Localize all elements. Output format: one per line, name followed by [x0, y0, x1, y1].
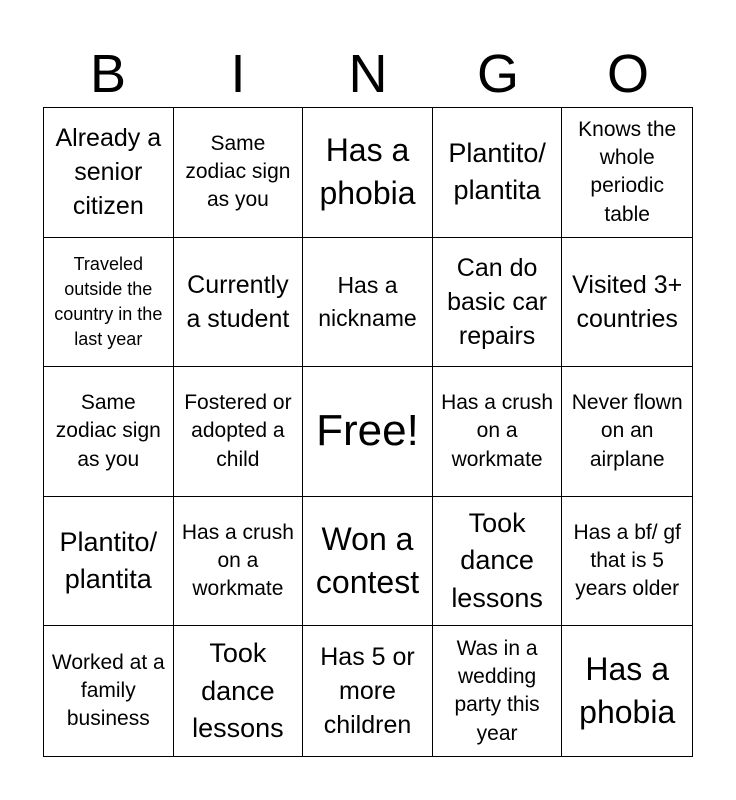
bingo-cell-r5c2[interactable] — [174, 626, 304, 756]
bingo-grid — [43, 107, 693, 757]
cell-label: Has a nickname — [318, 271, 417, 331]
bingo-cell-r3c1[interactable] — [44, 367, 174, 497]
bingo-cell-r5c4[interactable] — [433, 626, 563, 756]
bingo-cell-r4c1[interactable] — [44, 497, 174, 627]
bingo-cell-r2c2[interactable] — [174, 238, 304, 368]
cell-label: Currently a student — [186, 270, 290, 333]
bingo-cell-r1c3[interactable] — [303, 108, 433, 238]
bingo-cell-r1c2[interactable] — [174, 108, 304, 238]
header-letter-g: G — [476, 44, 519, 104]
header-letter-n: N — [348, 44, 388, 104]
cell-label: Knows the whole periodic table — [578, 117, 677, 226]
bingo-cell-r4c5[interactable] — [562, 497, 692, 627]
cell-label: Visited 3+ countries — [572, 270, 683, 333]
bingo-cell-r4c3[interactable] — [303, 497, 433, 627]
bingo-cell-r5c3[interactable] — [303, 626, 433, 756]
cell-label: Traveled outside the country in the last year — [54, 253, 163, 350]
bingo-cell-r2c3[interactable] — [303, 238, 433, 368]
bingo-cell-r2c1[interactable] — [44, 238, 174, 368]
bingo-cell-r2c4[interactable] — [433, 238, 563, 368]
bingo-cell-r5c5[interactable] — [562, 626, 692, 756]
bingo-cell-r4c2[interactable] — [174, 497, 304, 627]
cell-label: Plantito/ plantita — [448, 138, 546, 206]
cell-label: Has a crush on a workmate — [441, 390, 554, 471]
bingo-cell-r1c1[interactable] — [44, 108, 174, 238]
bingo-cell-r4c4[interactable] — [433, 497, 563, 627]
cell-label: Can do basic car repairs — [447, 253, 548, 351]
header-letter-o: O — [606, 44, 649, 104]
cell-label: Plantito/ plantita — [59, 526, 158, 595]
cell-label: Took dance lessons — [451, 508, 543, 613]
cell-label: Won a contest — [315, 520, 420, 601]
cell-label: Same zodiac sign as you — [55, 390, 161, 471]
cell-label: Already a senior citizen — [55, 123, 162, 221]
bingo-cell-r1c5[interactable] — [562, 108, 692, 238]
cell-label: Same zodiac sign as you — [185, 131, 291, 212]
cell-label: Fostered or adopted a child — [184, 390, 292, 471]
cell-label: Worked at a family business — [51, 650, 165, 731]
bingo-cell-r2c5[interactable] — [562, 238, 692, 368]
cell-label: Was in a wedding party this year — [454, 636, 540, 745]
header-letter-b: B — [89, 44, 127, 104]
bingo-cell-r1c4[interactable] — [433, 108, 563, 238]
cell-label: Has a phobia — [319, 131, 416, 212]
bingo-cell-free[interactable] — [303, 367, 433, 497]
cell-label: Has a bf/ gf that is 5 years older — [573, 520, 681, 601]
cell-label: Took dance lessons — [192, 638, 284, 743]
cell-label: Has a phobia — [579, 650, 676, 731]
bingo-cell-r3c4[interactable] — [433, 367, 563, 497]
bingo-cell-r5c1[interactable] — [44, 626, 174, 756]
bingo-cell-r3c2[interactable] — [174, 367, 304, 497]
header-letter-i: I — [230, 44, 246, 104]
bingo-cell-r3c5[interactable] — [562, 367, 692, 497]
free-space-label: Free! — [316, 406, 419, 456]
bingo-header — [43, 40, 693, 108]
cell-label: Never flown on an airplane — [571, 390, 683, 471]
cell-label: Has a crush on a workmate — [181, 520, 294, 601]
cell-label: Has 5 or more children — [320, 642, 415, 740]
